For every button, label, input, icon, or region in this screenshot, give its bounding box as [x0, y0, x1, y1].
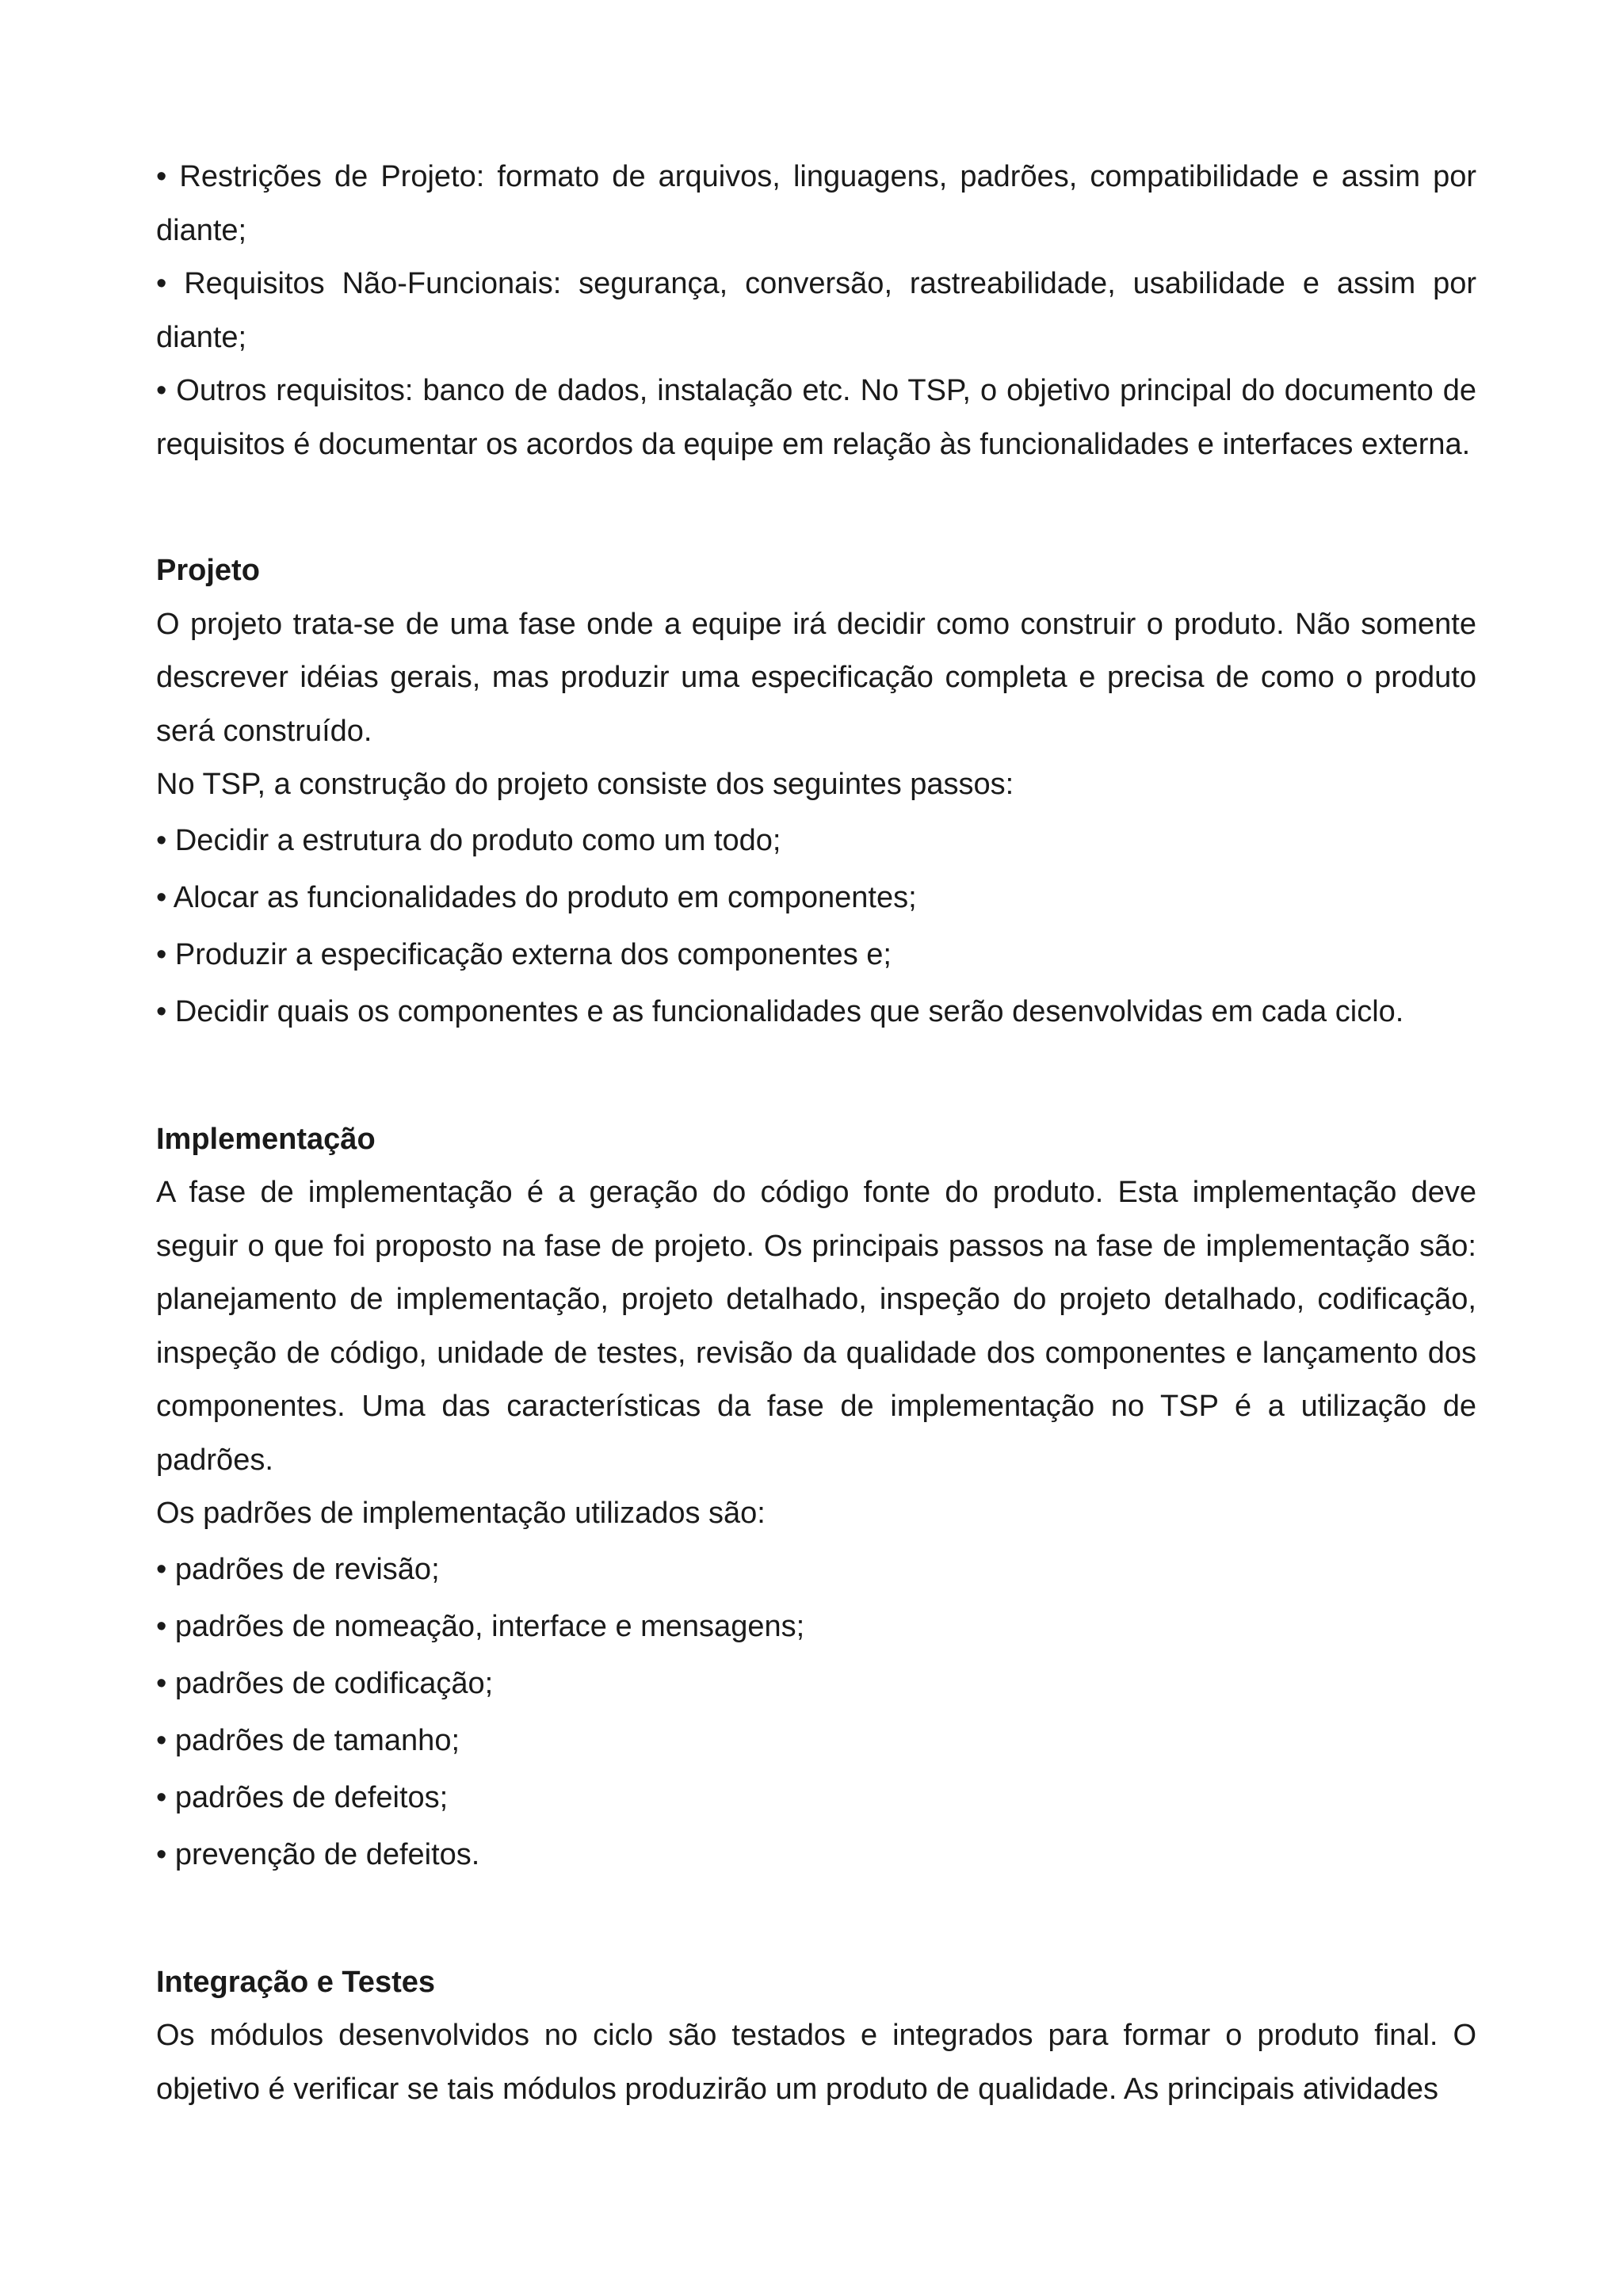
document-page	[156, 151, 1476, 2116]
section-heading-implementacao: Implementação	[156, 1122, 376, 1156]
projeto-lead: No TSP, a construção do projeto consiste dos seguintes passos:	[156, 768, 1014, 801]
intro-bullet: • Requisitos Não-Funcionais: segurança, conversão, rastreabilidade, usabilidade e assim por diante;	[156, 267, 1476, 354]
section-gap	[156, 1040, 1476, 1113]
section-gap	[156, 471, 1476, 544]
projeto-bullet: • Alocar as funcionalidades do produto em componentes;	[156, 880, 917, 914]
section-gap	[156, 1883, 1476, 1956]
projeto-bullet: • Produzir a especificação externa dos componentes e;	[156, 937, 892, 971]
implementacao-bullet: • padrões de defeitos;	[156, 1780, 449, 1814]
implementacao-bullet: • prevenção de defeitos.	[156, 1837, 480, 1871]
projeto-paragraph: O projeto trata-se de uma fase onde a equipe irá decidir como construir o produto. Não somente descrever idéias gerais, mas produzir uma especificação completa e precisa de como o produto será construído.	[156, 607, 1476, 748]
intro-bullet: • Outros requisitos: banco de dados, instalação etc. No TSP, o objetivo principal do documento de requisitos é documentar os acordos da equipe em relação às funcionalidades e interfaces externa.	[156, 374, 1476, 461]
implementacao-bullet: • padrões de revisão;	[156, 1552, 440, 1586]
implementacao-bullet: • padrões de nomeação, interface e mensagens;	[156, 1609, 805, 1643]
projeto-bullet: • Decidir quais os componentes e as funcionalidades que serão desenvolvidas em cada ciclo.	[156, 994, 1404, 1028]
implementacao-lead: Os padrões de implementação utilizados são:	[156, 1497, 766, 1530]
section-heading-projeto: Projeto	[156, 554, 260, 587]
implementacao-paragraph: A fase de implementação é a geração do código fonte do produto. Esta implementação deve seguir o que foi proposto na fase de projeto. Os principais passos na fase de implementação são: planejamento de implementação, projeto detalhado, inspeção do projeto detalhado, codificação, inspeção de código, unidade de testes, revisão da qualidade dos componentes e lançamento dos componentes. Uma das características da fase de implementação no TSP é a utilização de padrões.	[156, 1176, 1476, 1477]
projeto-bullet: • Decidir a estrutura do produto como um todo;	[156, 823, 781, 857]
integracao-paragraph: Os módulos desenvolvidos no ciclo são testados e integrados para formar o produto final. O objetivo é verificar se tais módulos produzirão um produto de qualidade. As principais atividades	[156, 2019, 1476, 2106]
implementacao-bullet: • padrões de codificação;	[156, 1666, 494, 1700]
intro-bullet: • Restrições de Projeto: formato de arquivos, linguagens, padrões, compatibilidade e assim por diante;	[156, 160, 1476, 247]
section-heading-integracao: Integração e Testes	[156, 1965, 436, 1999]
implementacao-bullet: • padrões de tamanho;	[156, 1723, 460, 1757]
